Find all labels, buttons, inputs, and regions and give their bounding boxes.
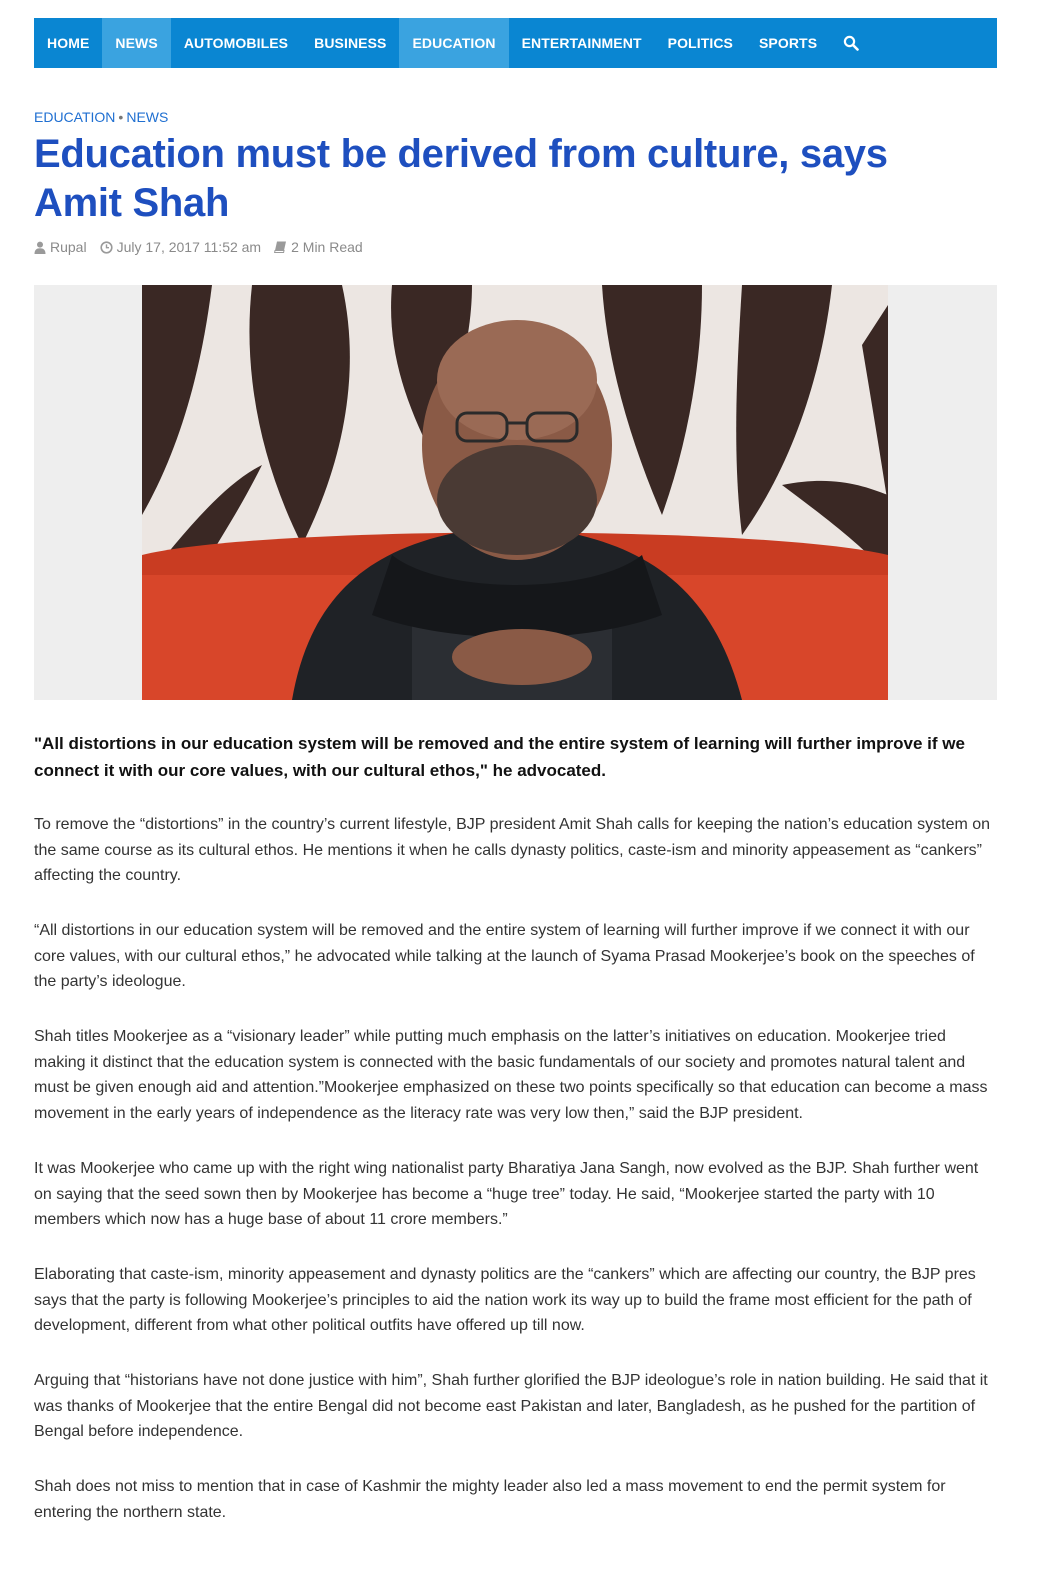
nav-item-sports[interactable]: SPORTS [758,35,818,51]
nav-item-education[interactable]: EDUCATION [399,18,508,68]
page-title: Education must be derived from culture, says Amit Shah [34,132,888,225]
publish-date: July 17, 2017 11:52 am [116,239,262,255]
author-name[interactable]: Rupal [50,239,87,255]
featured-image-frame [34,285,997,700]
nav-item-business[interactable]: BUSINESS [314,35,387,51]
search-button[interactable] [830,18,872,68]
book-icon [274,241,287,253]
clock-icon [100,241,113,254]
article-meta [34,239,376,255]
nav-item-news[interactable]: NEWS [102,18,170,68]
read-time-meta [274,239,363,255]
category-link-education[interactable]: EDUCATION [34,109,116,125]
breadcrumb [34,109,168,125]
nav-item-politics[interactable]: POLITICS [667,35,733,51]
read-time: 2 Min Read [291,239,363,255]
article-paragraph: To remove the “distortions” in the country’s current lifestyle, BJP president Amit Shah calls for keeping the nation’s education system on the same course as its cultural ethos. He mentions it when he calls dynasty politics, caste-ism and minority appeasement as “cankers” affecting the country. [34,816,991,884]
lead-quote: "All distortions in our education system will be removed and the entire system of learning will further improve if we connect it with our core values, with our cultural ethos," he advocated. [34,734,965,780]
user-icon [34,241,46,254]
category-link-news[interactable]: NEWS [126,109,169,125]
nav-item-home[interactable]: HOME [47,35,90,51]
author-meta [34,239,87,255]
nav-item-entertainment[interactable]: ENTERTAINMENT [521,35,642,51]
featured-image [142,285,888,700]
date-meta [100,239,262,255]
article-paragraph: Arguing that “historians have not done justice with him”, Shah further glorified the BJP ideologue’s role in nation building. He said that it was thanks of Mookerjee that the entire Bengal did not become east Pakistan and later, Bangladesh, as he pushed for the partition of Bengal before independence. [34,1372,988,1440]
article-paragraph: Shah does not miss to mention that in case of Kashmir the mighty leader also led a mass movement to end the permit system for entering the northern state. [34,1478,946,1521]
nav-item-automobiles[interactable]: AUTOMOBILES [183,35,289,51]
article-paragraph: Elaborating that caste-ism, minority appeasement and dynasty politics are the “cankers” which are affecting our country, the BJP pres says that the party is following Mookerjee’s principles to aid the nation work its way up to build the frame most efficient for the path of development, different from what other political outfits have offered up till now. [34,1266,976,1334]
breadcrumb-separator: • [118,109,124,125]
article-paragraph: “All distortions in our education system will be removed and the entire system of learning will further improve if we connect it with our core values, with our cultural ethos,” he advocated while talking at the launch of Syama Prasad Mookerjee’s book on the speeches of the party’s ideologue. [34,922,975,990]
article-paragraph: It was Mookerjee who came up with the right wing nationalist party Bharatiya Jana Sangh, now evolved as the BJP. Shah further went on saying that the seed sown then by Mookerjee has become a “huge tree” today. He said, “Mookerjee started the party with 10 members which now has a huge base of about 11 crore members.” [34,1160,979,1228]
main-nav [34,18,997,68]
search-icon[interactable] [843,35,859,51]
article-paragraph: Shah titles Mookerjee as a “visionary leader” while putting much emphasis on the latter’s initiatives on education. Mookerjee tried making it distinct that the education system is connected with the basic fundamentals of our society and promotes natural talent and must be given enough aid and attention.”Mookerjee emphasized on these two points specifically so that education can become a mass movement in the early years of independence as the literacy rate was very low then,” said the BJP president. [34,1028,988,1122]
